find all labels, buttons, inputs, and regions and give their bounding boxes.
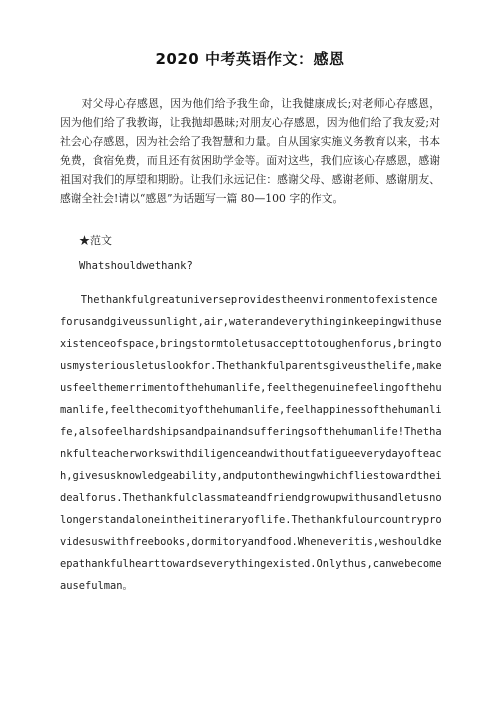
intro-paragraph: 对父母心存感恩，因为他们给予我生命，让我健康成长;对老师心存感恩，因为他们给了我教诲，让我抛却愚昧;对朋友心存感恩，因为他们给了我友爱;对社会心存感恩，因为社会给了我智慧和力量。自从国家实施义务教育以来，书本免费，食宿免费，而且还有贫困助学金等。面对这些，我们应该心存感恩，感谢祖国对我们的厚望和期盼。让我们永远记住：感谢父母、感谢老师、感谢朋友、感谢全社会!请以“感恩”为话题写一篇 80—100 字的作文。 — [60, 97, 440, 205]
page-title: 2020 中考英语作文：感恩 — [155, 50, 345, 68]
section-label: ★范文 — [79, 234, 112, 247]
essay-title: Whatshouldwethank? — [79, 260, 193, 272]
essay-body: Thethankfulgreatuniverseprovidestheenvironmentofexistenceforusandgiveussunlight,air,waterandeverythinginkeepingwithusexistenceofspace,bringstormtoletusaccepttotoughenforus,bringtousmysteriousletuslookfor.Thethankfulparentsgiveusthelife,makeusfeelthemerrimentofthehumanlife,feelthegenuinefeelingofthehumanlife,feelthecomityofthehumanlife,feelhappinessofthehumanlife,alsofeelhardshipsandpainandsufferingsofthehumanlife!Thethankfulteacherworkswithdiligenceandwithoutfatigueeverydayofteach,givesusknowledgeability,andputonthewingwhichfliestowardtheidealforus.Thethankfulclassmateandfriendgrowupwithusandletusnolongerstandaloneintheitineraryoflife.Thethankfulourcountryprovidesuswithfreebooks,dormitoryandfood.Wheneveritis,weshouldkeepathankfulhearttowardseverythingexisted.Onlythus,canwebecomeausefulman。 — [60, 294, 442, 592]
